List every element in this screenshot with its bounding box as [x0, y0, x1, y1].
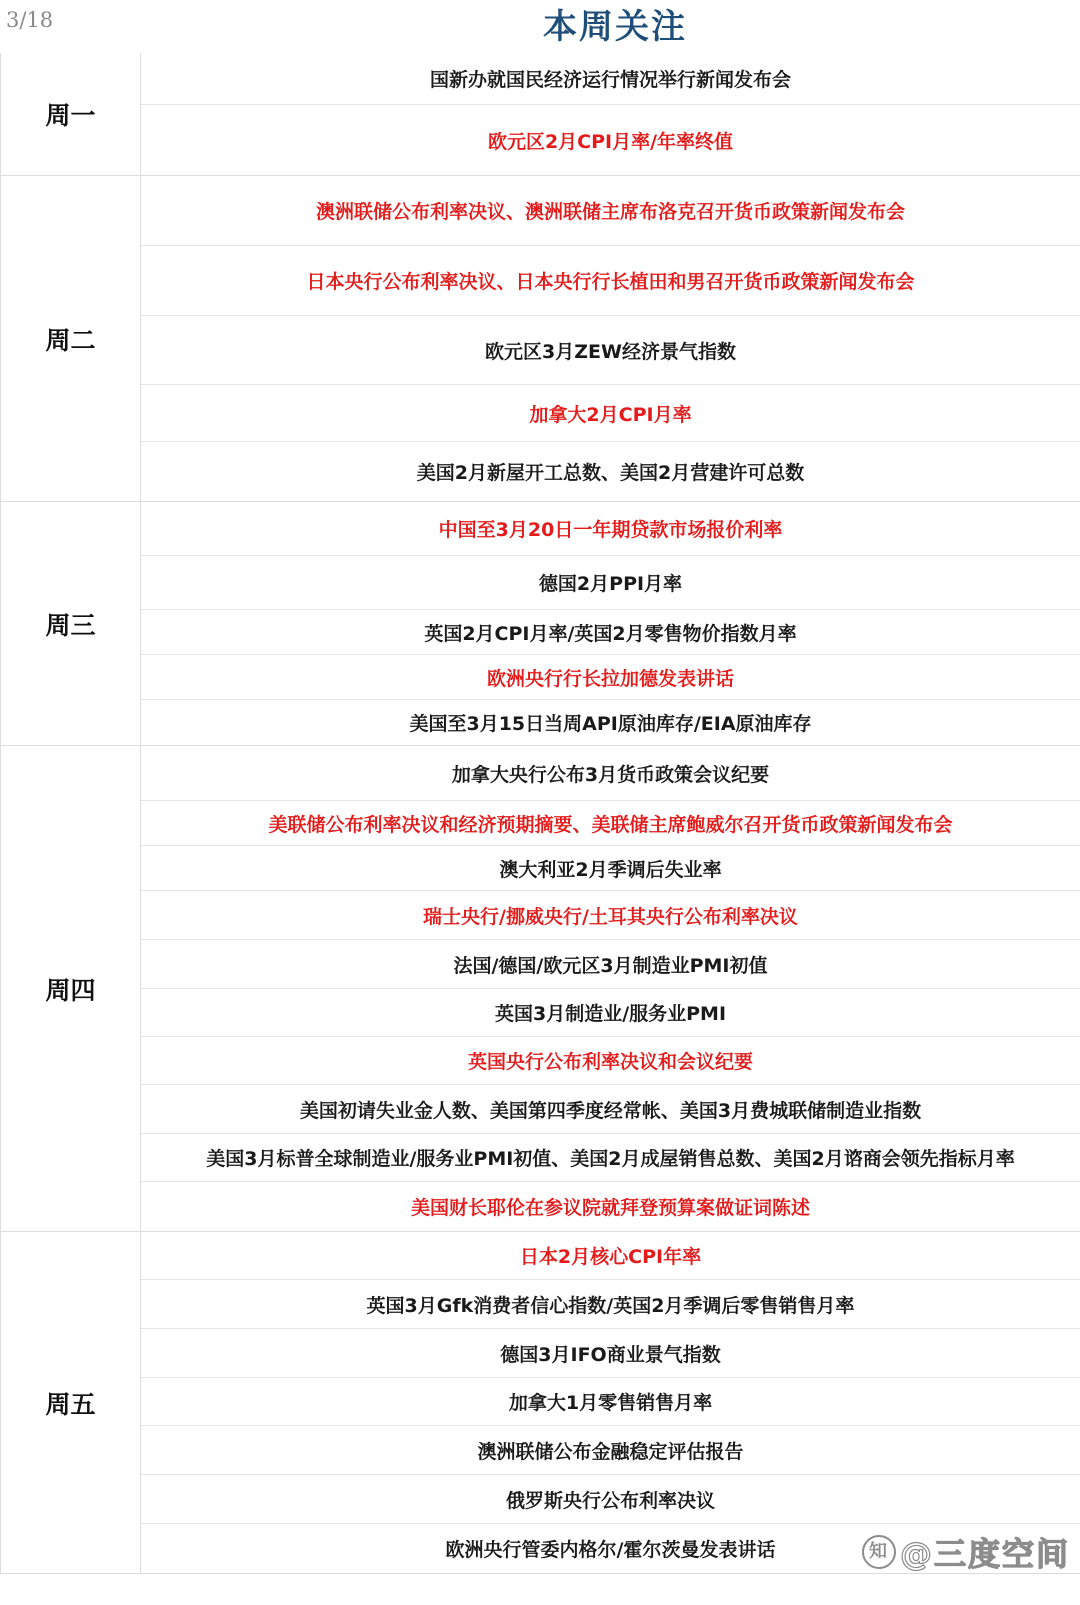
- event-item: 瑞士央行/挪威央行/土耳其央行公布利率决议: [141, 891, 1080, 940]
- event-item: 美国财长耶伦在参议院就拜登预算案做证词陈述: [410, 1197, 810, 1219]
- day-label: 周三: [1, 502, 141, 745]
- event-item: 澳大利亚2月季调后失业率: [141, 846, 1080, 891]
- event-item: 美国3月标普全球制造业/服务业PMI初值、美国2月成屋销售总数、美国2月谘商会领先指标月率: [141, 1134, 1080, 1182]
- page-indicator: 3/18: [6, 8, 54, 32]
- event-list: [141, 502, 1080, 745]
- event-item: 加拿大2月CPI月率: [141, 385, 1080, 442]
- event-item: 澳洲联储公布利率决议、澳洲联储主席布洛克召开货币政策新闻发布会: [141, 176, 1080, 246]
- day-label: 周四: [1, 746, 141, 1231]
- event-item: 欧元区2月CPI月率/年率终值: [487, 130, 734, 153]
- day-label: 周一: [1, 53, 141, 175]
- event-item: 日本央行公布利率决议、日本央行行长植田和男召开货币政策新闻发布会: [141, 246, 1080, 316]
- event-item: 中国至3月20日一年期贷款市场报价利率: [141, 502, 1080, 556]
- event-item: 国新办就国民经济运行情况举行新闻发布会: [141, 53, 1080, 105]
- event-item: 日本2月核心CPI年率: [141, 1232, 1080, 1280]
- event-item: 欧元区3月ZEW经济景气指数: [141, 316, 1080, 385]
- event-item: 美国2月新屋开工总数、美国2月营建许可总数: [416, 462, 805, 484]
- event-item: 俄罗斯央行公布利率决议: [141, 1475, 1080, 1524]
- page-title: 本周关注: [543, 7, 687, 47]
- day-label: 周二: [1, 176, 141, 501]
- event-list: [141, 176, 1080, 501]
- day-group: [1, 746, 1080, 1232]
- watermark-text: @三度空间: [899, 1535, 1070, 1573]
- event-list: [141, 746, 1080, 1231]
- event-item: 法国/德国/欧元区3月制造业PMI初值: [141, 940, 1080, 989]
- event-item: 德国3月IFO商业景气指数: [141, 1329, 1080, 1378]
- weekly-schedule-table: [0, 53, 1080, 1574]
- watermark: [862, 1529, 1070, 1575]
- event-list: [141, 1232, 1080, 1573]
- event-item: 英国2月CPI月率/英国2月零售物价指数月率: [141, 610, 1080, 655]
- event-item: 美国至3月15日当周API原油库存/EIA原油库存: [409, 713, 812, 735]
- event-item: 加拿大央行公布3月货币政策会议纪要: [141, 746, 1080, 801]
- event-list: [141, 53, 1080, 175]
- event-item: 澳洲联储公布金融稳定评估报告: [141, 1426, 1080, 1475]
- day-group: [1, 502, 1080, 746]
- event-item: 美国初请失业金人数、美国第四季度经常帐、美国3月费城联储制造业指数: [141, 1085, 1080, 1134]
- event-item: 欧洲央行行长拉加德发表讲话: [141, 655, 1080, 700]
- event-item: 英国3月制造业/服务业PMI: [141, 989, 1080, 1037]
- day-group: [1, 53, 1080, 176]
- event-item: 英国央行公布利率决议和会议纪要: [141, 1037, 1080, 1085]
- zhihu-icon: 知: [862, 1535, 896, 1569]
- event-item: 加拿大1月零售销售月率: [141, 1378, 1080, 1426]
- event-item: 美联储公布利率决议和经济预期摘要、美联储主席鲍威尔召开货币政策新闻发布会: [141, 801, 1080, 846]
- day-group: [1, 176, 1080, 502]
- event-item: 德国2月PPI月率: [141, 556, 1080, 610]
- day-group: [1, 1232, 1080, 1574]
- event-item: 欧洲央行管委内格尔/霍尔茨曼发表讲话: [445, 1539, 776, 1561]
- day-label: 周五: [1, 1232, 141, 1573]
- event-item: 英国3月Gfk消费者信心指数/英国2月季调后零售销售月率: [141, 1280, 1080, 1329]
